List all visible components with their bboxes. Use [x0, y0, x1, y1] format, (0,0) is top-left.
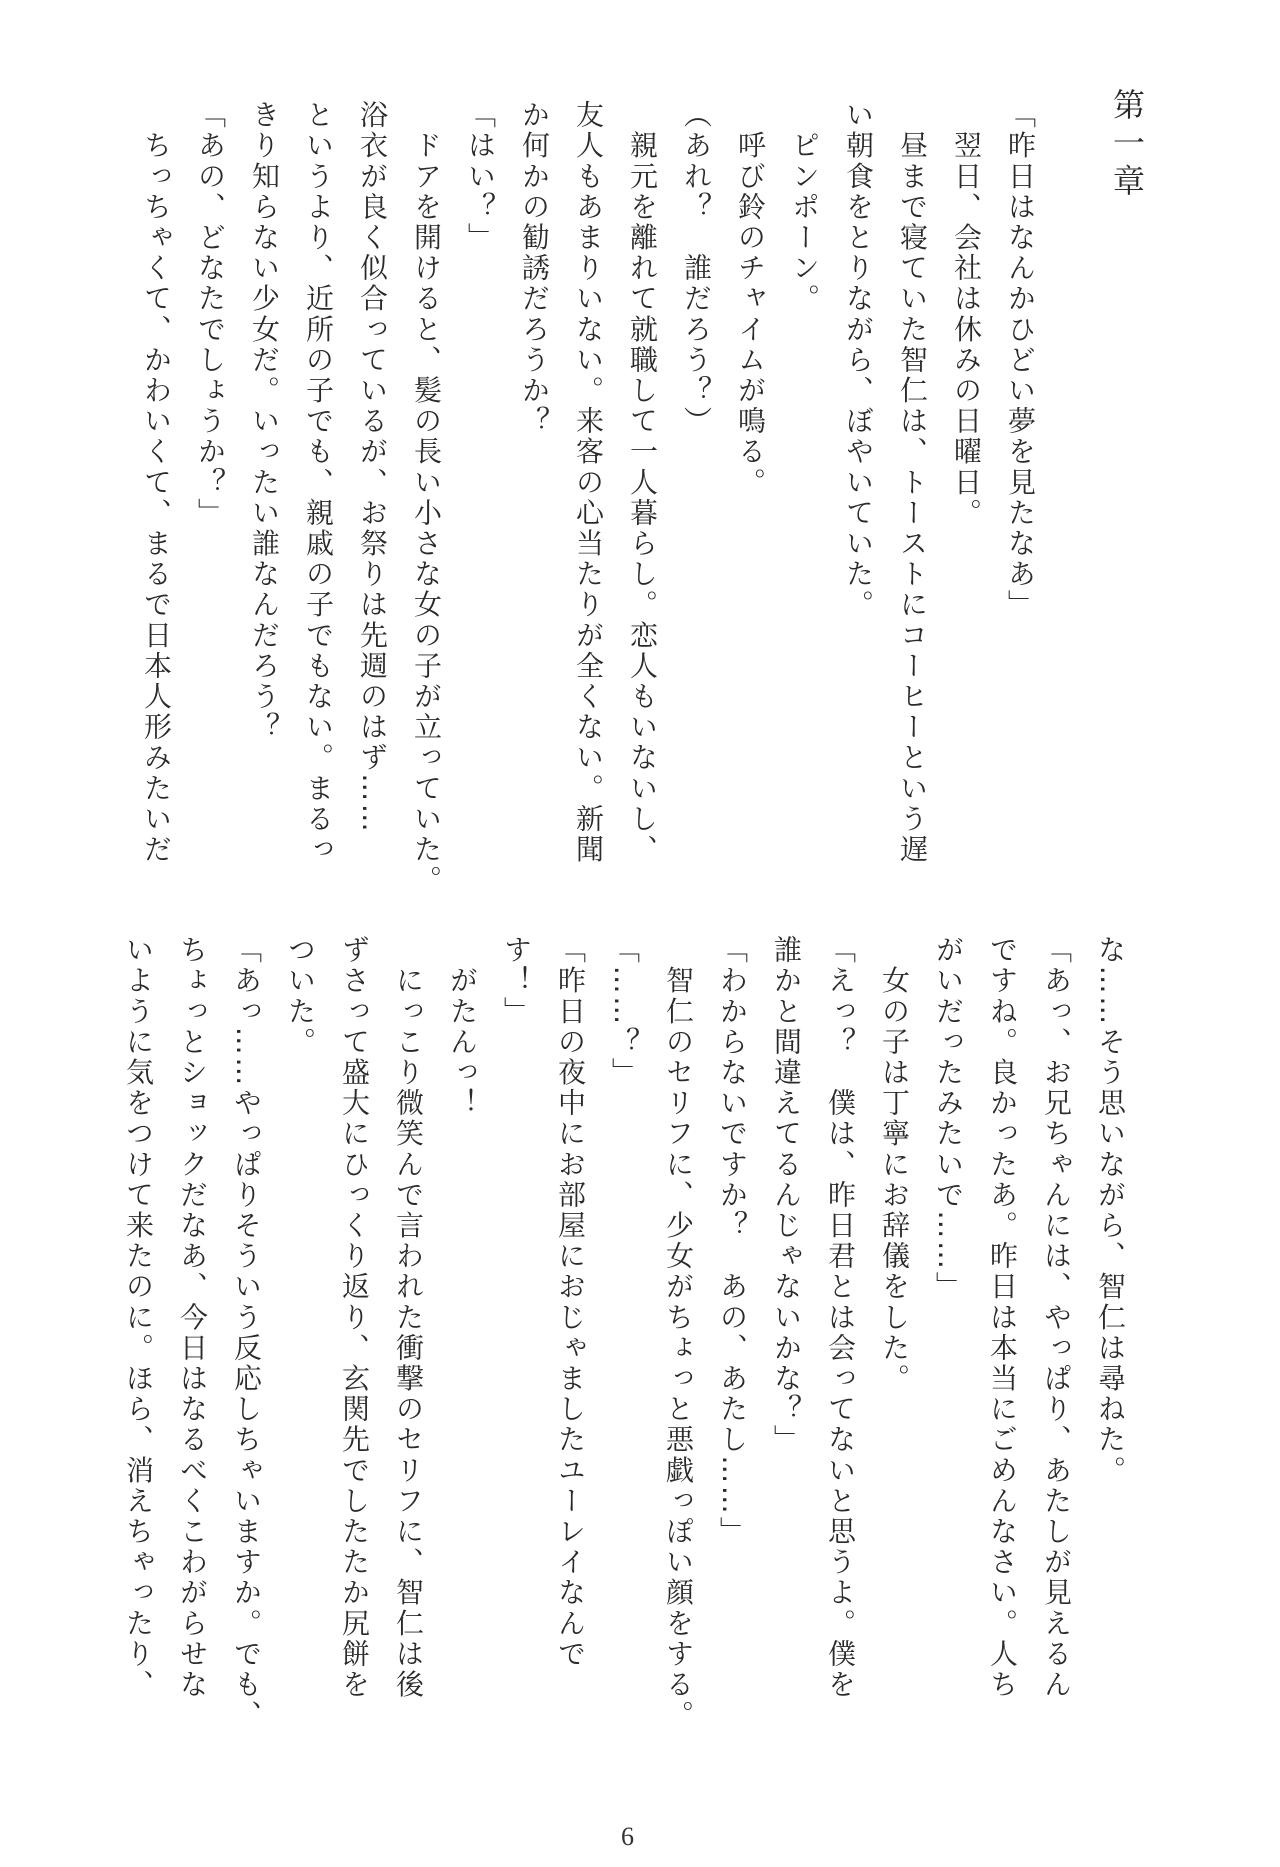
text-column: にっこり微笑んで言われた衝撃のセリフに、智仁は後 — [392, 935, 425, 1700]
text-column: 翌日、会社は休みの日曜日。 — [950, 100, 983, 529]
text-column: ちっちゃくて、かわいくて、まるで日本人形みたいだ — [140, 100, 173, 865]
text-column: 呼び鈴のチャイムが鳴る。 — [734, 100, 767, 498]
text-column: 「あの、どなたでしょうか？」 — [194, 100, 227, 529]
text-column: 「昨日の夜中にお部屋におじゃましたユーレイなんで — [554, 935, 587, 1670]
text-column: 昼まで寝ていた智仁は、トーストにコーヒーという遅 — [896, 100, 929, 865]
text-column: いように気をつけて来たのに。ほら、消えちゃったり、 — [122, 935, 155, 1700]
text-column: ドアを開けると、髪の長い小さな女の子が立っていた。 — [410, 100, 443, 896]
text-column: 「えっ？ 僕は、昨日君とは会ってないと思うよ。僕を — [824, 935, 857, 1700]
text-column: がたんっ！ — [446, 935, 479, 1119]
top-text-block — [129, 88, 1154, 896]
text-column: 浴衣が良く似合っているが、お祭りは先週のはず…… — [356, 100, 389, 835]
text-column: 女の子は丁寧にお辞儀をした。 — [878, 935, 911, 1394]
text-column: ついた。 — [284, 935, 317, 1058]
text-column: というより、近所の子でも、親戚の子でもない。まるっ — [302, 100, 335, 865]
text-column: か何かの勧誘だろうか？ — [518, 100, 551, 437]
text-column: 「はい？」 — [464, 100, 497, 253]
text-column: がいだったみたいで……」 — [932, 935, 965, 1303]
text-column: 親元を離れて就職して一人暮らし。恋人もいないし、 — [626, 100, 659, 865]
text-column: 「あっ……やっぱりそういう反応しちゃいますか。でも、 — [230, 935, 263, 1731]
text-column: 「あっ、お兄ちゃんには、やっぱり、あたしが見えるん — [1040, 935, 1073, 1700]
text-column: 「わからないですか？ あの、あたし……」 — [716, 935, 749, 1547]
text-column: 友人もあまりいない。来客の心当たりが全くない。新聞 — [572, 100, 605, 865]
text-column: ピンポーン。 — [788, 100, 821, 315]
text-column: 「……？」 — [608, 935, 641, 1088]
text-column: 「昨日はなんかひどい夢を見たなあ」 — [1004, 100, 1037, 621]
text-column: きり知らない少女だ。いったい誰なんだろう？ — [248, 100, 281, 743]
bottom-text-block — [111, 935, 1137, 1735]
text-column: い朝食をとりながら、ぼやいていた。 — [842, 100, 875, 621]
text-column: 智仁のセリフに、少女がちょっと悪戯っぽい顔をする。 — [662, 935, 695, 1731]
text-column: ずさって盛大にひっくり返り、玄関先でしたたか尻餅を — [338, 935, 371, 1700]
text-column: 誰かと間違えてるんじゃないかな？」 — [770, 935, 803, 1456]
text-column: ですね。良かったあ。昨日は本当にごめんなさい。人ち — [986, 935, 1019, 1700]
text-column: す！」 — [500, 935, 533, 1027]
text-column: ちょっとショックだなあ、今日はなるべくこわがらせな — [176, 935, 209, 1700]
text-column: （あれ？ 誰だろう？） — [680, 100, 713, 437]
page-number: 6 — [621, 1822, 634, 1851]
text-column: な……そう思いながら、智仁は尋ねた。 — [1094, 935, 1127, 1486]
chapter-title: 第一章 — [1108, 88, 1146, 202]
